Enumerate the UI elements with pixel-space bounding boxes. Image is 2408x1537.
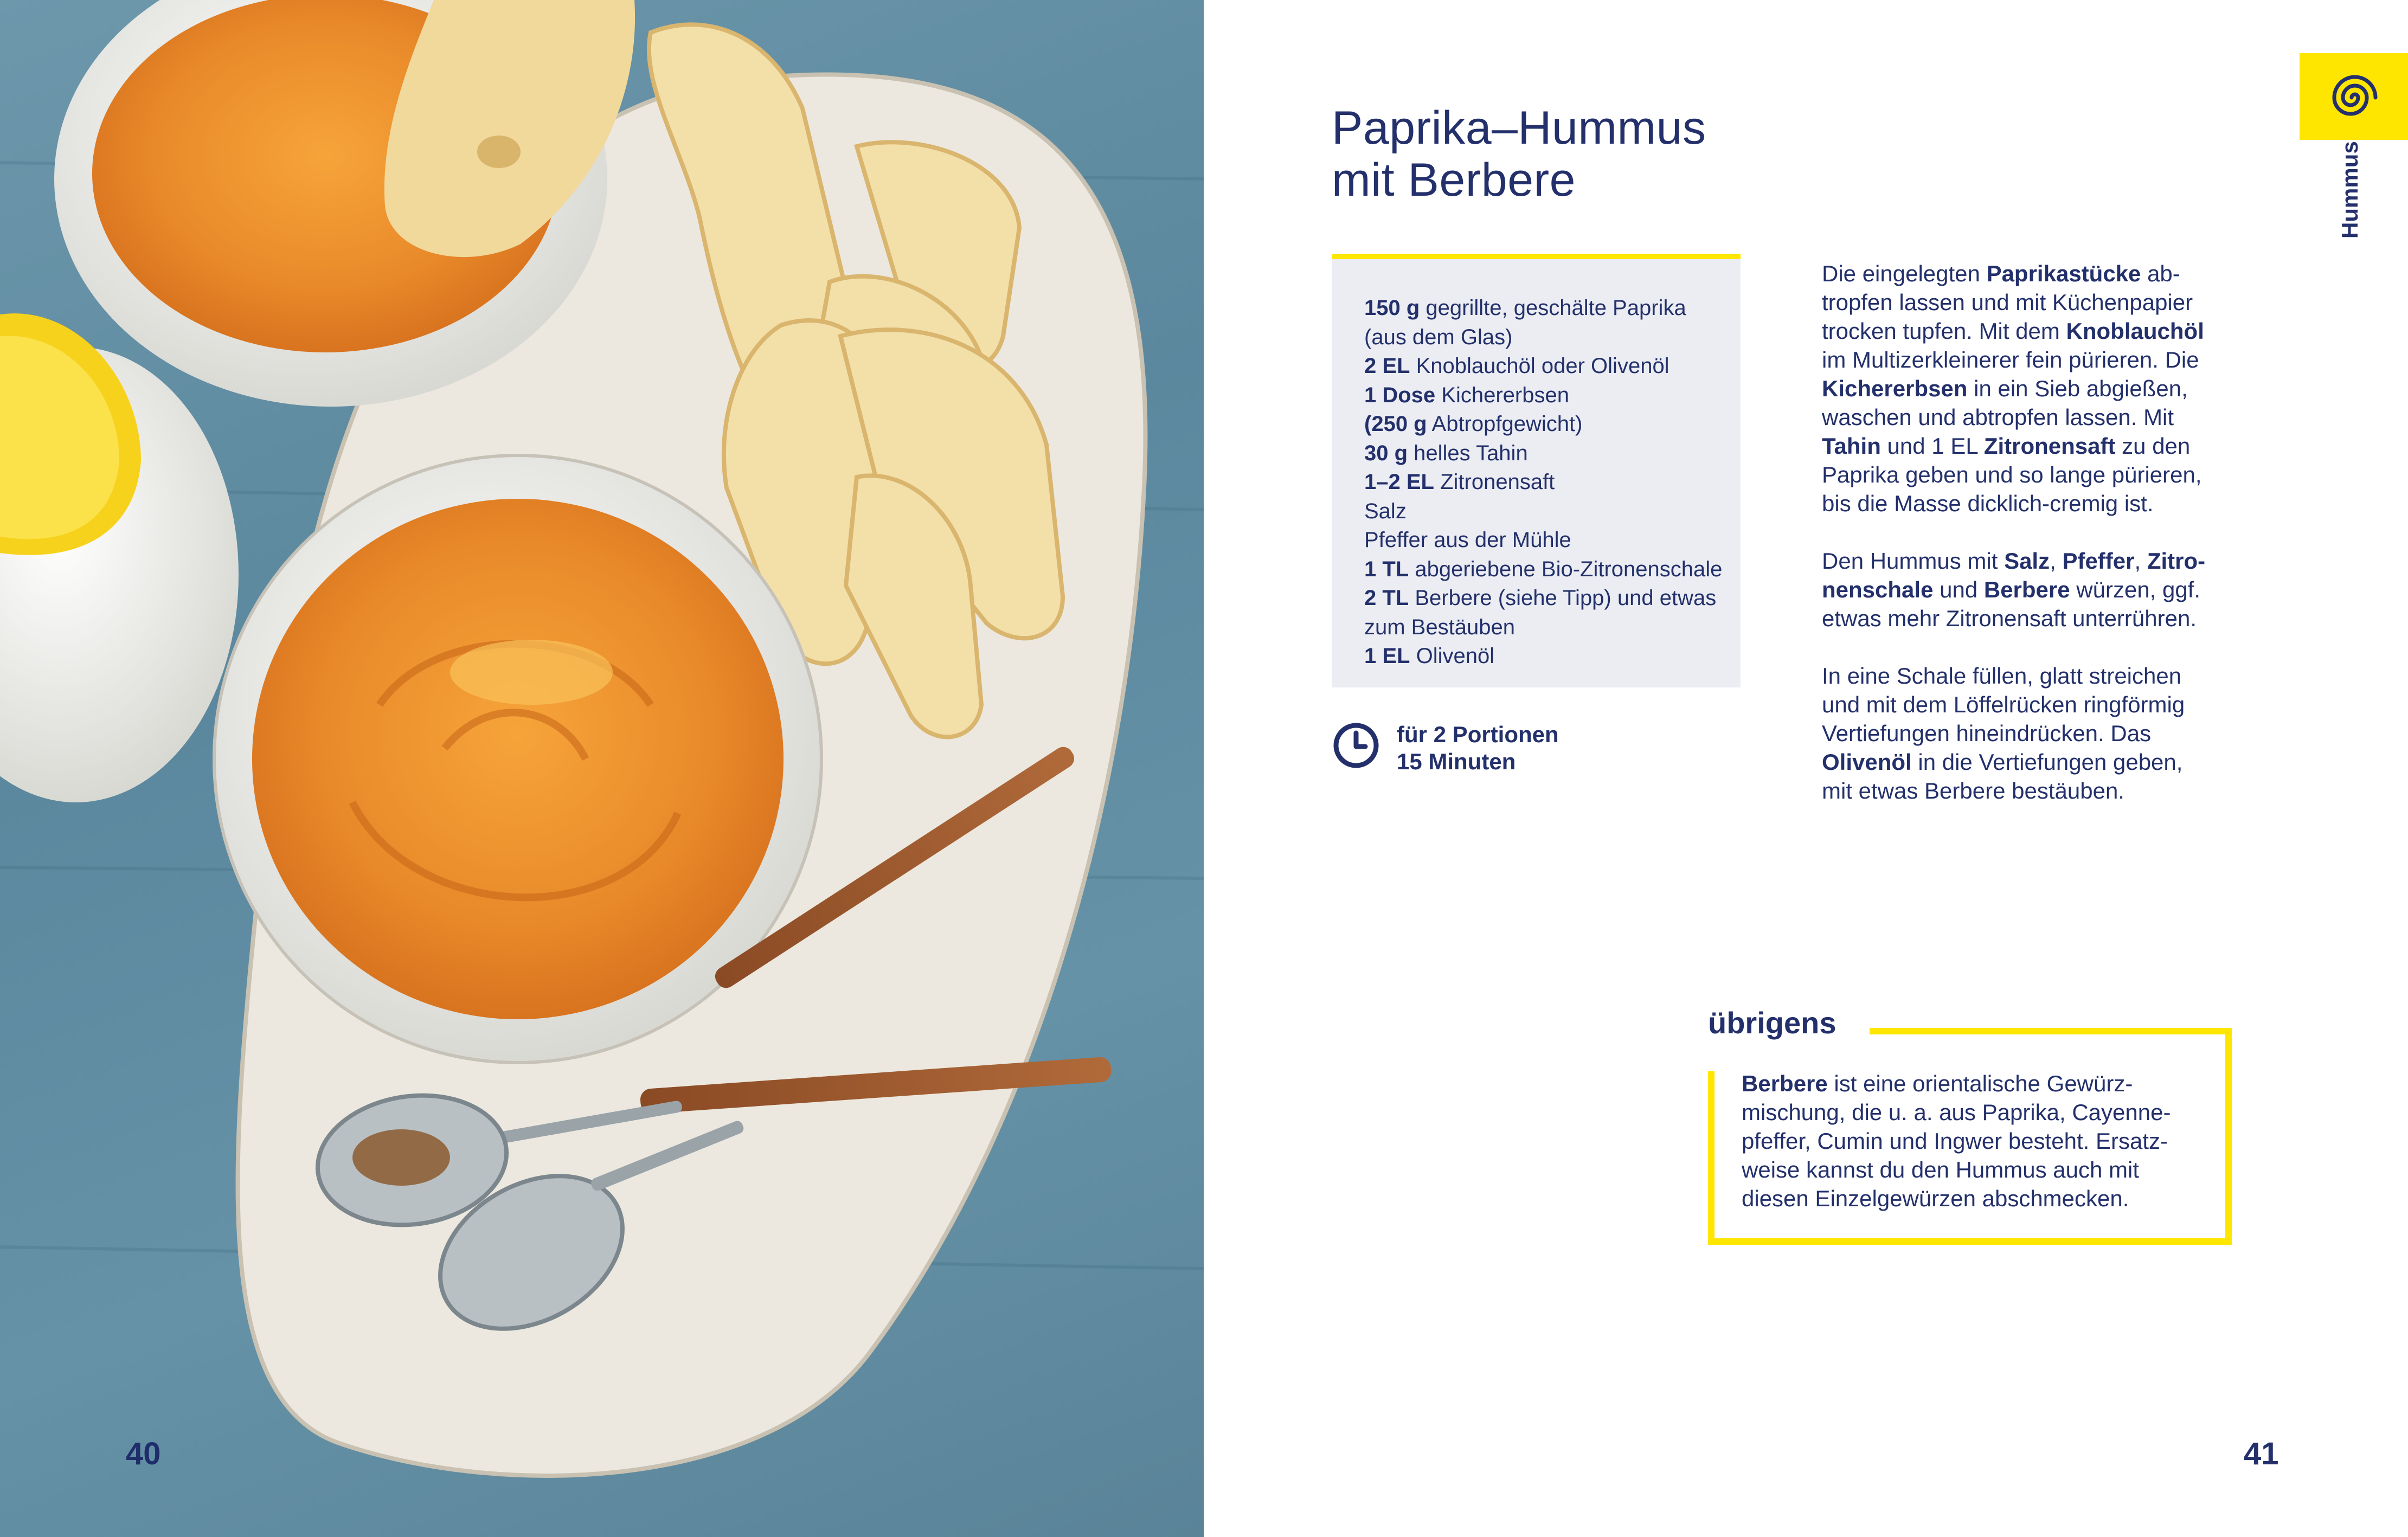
method-line: [1822, 403, 2256, 432]
bold-term: Tahin: [1822, 433, 1881, 459]
method-paragraph: [1822, 546, 2256, 633]
ingredient-text: Kichererbsen: [1435, 383, 1569, 407]
ingredient-text: abgeriebene Bio-Zitronenschale: [1409, 557, 1723, 581]
bold-term: Berbere: [1983, 577, 2070, 602]
ingredient-line: [1364, 526, 1719, 555]
text-run: würzen, ggf.: [2070, 577, 2201, 602]
method-line: [1822, 719, 2256, 748]
text-run: und mit dem Löffelrücken ringförmig: [1822, 692, 2185, 717]
tip-heading: übrigens: [1708, 1006, 1836, 1040]
bold-term: Berbere: [1742, 1071, 1828, 1096]
method-line: [1822, 575, 2256, 604]
text-run: weise kannst du den Hummus auch mit: [1742, 1157, 2140, 1182]
ingredient-line: [1364, 468, 1719, 497]
ingredient-amount: 1 EL: [1364, 644, 1410, 668]
ingredient-text: gegrillte, geschälte Paprika: [1420, 296, 1686, 320]
ingredient-text: zum Bestäuben: [1364, 615, 1515, 639]
ingredient-text: helles Tahin: [1408, 441, 1528, 465]
meta-text: [1397, 721, 1559, 775]
method-line: [1822, 374, 2256, 403]
ingredient-amount: 2 TL: [1364, 586, 1409, 610]
method-line: [1822, 432, 2256, 460]
text-run: diesen Einzelgewürzen abschmecken.: [1742, 1186, 2129, 1211]
text-run: Den Hummus mit: [1822, 548, 2005, 574]
text-run: pfeffer, Cumin und Ingwer besteht. Ersatz-: [1742, 1128, 2168, 1154]
tip-line: [1742, 1069, 2171, 1098]
chapter-label: Hummus: [2337, 141, 2362, 239]
tip-border-left: [1708, 1071, 1715, 1245]
recipe-title: [1332, 102, 1706, 206]
text-run: trocken tupfen. Mit dem: [1822, 318, 2066, 344]
tip-line: [1742, 1098, 2171, 1127]
text-run: ,: [2050, 548, 2063, 574]
ingredient-line: [1364, 294, 1719, 323]
ingredient-line: [1364, 410, 1719, 439]
ingredient-text: Zitronensaft: [1434, 470, 1555, 494]
method-paragraph: [1822, 259, 2256, 518]
bold-term: nenschale: [1822, 577, 1934, 602]
tip-line: [1742, 1155, 2171, 1184]
method-line: [1822, 748, 2256, 776]
ingredient-text: Knoblauchöl oder Olivenöl: [1410, 354, 1669, 378]
ingredient-text: (aus dem Glas): [1364, 325, 1513, 349]
bold-term: Zitronensaft: [1983, 433, 2116, 459]
bold-term: Kichererbsen: [1822, 376, 1968, 401]
method-line: [1822, 690, 2256, 719]
tip-line: [1742, 1184, 2171, 1213]
cooking-time: 15 Minuten: [1397, 749, 1516, 774]
page-number-right: 41: [2244, 1436, 2279, 1471]
method-line: [1822, 776, 2256, 805]
ingredient-text: Berbere (siehe Tipp) und etwas: [1409, 586, 1717, 610]
tip-box: [1708, 1028, 2232, 1245]
ingredient-line: [1364, 642, 1719, 671]
text-run: ,: [2134, 548, 2147, 574]
ingredient-line: [1364, 613, 1719, 642]
tip-text: [1742, 1069, 2171, 1213]
ingredient-text: Salz: [1364, 499, 1407, 523]
ingredient-line: [1364, 323, 1719, 352]
text-run: Paprika geben und so lange pürieren,: [1822, 462, 2202, 487]
ingredient-amount: (250 g: [1364, 412, 1427, 436]
bold-term: Paprikastücke: [1986, 261, 2141, 286]
chapter-tab: [2300, 53, 2408, 140]
tip-border-bottom: [1708, 1238, 2232, 1245]
method-line: [1822, 604, 2256, 633]
bold-term: Salz: [2004, 548, 2050, 574]
ingredient-line: [1364, 439, 1719, 468]
method-line: [1822, 489, 2256, 518]
tip-border-top: [1870, 1028, 2232, 1034]
title-line-2: mit Berbere: [1332, 154, 1576, 206]
ingredient-amount: 150 g: [1364, 296, 1420, 320]
tip-line: [1742, 1127, 2171, 1155]
method-steps: [1822, 259, 2256, 834]
method-line: [1822, 288, 2256, 317]
spiral-icon: [2322, 65, 2387, 130]
ingredient-amount: 1 Dose: [1364, 383, 1436, 407]
ingredient-line: [1364, 555, 1723, 584]
text-run: bis die Masse dicklich-cremig ist.: [1822, 491, 2154, 516]
title-line-1: Paprika–Hummus: [1332, 102, 1706, 154]
text-run: in ein Sieb abgießen,: [1967, 376, 2188, 401]
method-line: [1822, 259, 2256, 288]
text-run: waschen und abtropfen lassen. Mit: [1822, 404, 2174, 430]
ingredient-text: Abtropfgewicht): [1427, 412, 1583, 436]
text-run: Die eingelegten: [1822, 261, 1987, 286]
text-run: in die Vertiefungen geben,: [1911, 749, 2183, 775]
text-run: etwas mehr Zitronensaft unterrühren.: [1822, 606, 2197, 631]
ingredient-text: Pfeffer aus der Mühle: [1364, 528, 1571, 552]
method-line: [1822, 317, 2256, 345]
tip-border-right: [2225, 1028, 2232, 1245]
page-number-left: 40: [126, 1436, 161, 1471]
bold-term: Olivenöl: [1822, 749, 1912, 775]
method-line: [1822, 546, 2256, 575]
ingredient-line: [1364, 352, 1719, 381]
ingredient-line: [1364, 497, 1719, 526]
clock-icon: [1332, 721, 1380, 770]
text-run: zu den: [2115, 433, 2191, 459]
text-run: tropfen lassen und mit Küchenpapier: [1822, 290, 2193, 315]
text-run: ab-: [2141, 261, 2180, 286]
ingredients-box: [1332, 254, 1741, 687]
bold-term: Knoblauchöl: [2066, 318, 2204, 344]
bold-term: Zitro-: [2147, 548, 2206, 574]
portions: für 2 Portionen: [1397, 722, 1559, 747]
ingredient-amount: 1 TL: [1364, 557, 1409, 581]
method-line: [1822, 661, 2256, 690]
ingredient-text: Olivenöl: [1410, 644, 1495, 668]
method-line: [1822, 345, 2256, 374]
method-line: [1822, 460, 2256, 489]
text-run: mischung, die u. a. aus Paprika, Cayenne-: [1742, 1099, 2171, 1125]
ingredient-line: [1364, 584, 1719, 613]
ingredient-line: [1364, 381, 1719, 410]
text-run: Vertiefungen hineindrücken. Das: [1822, 721, 2152, 746]
method-paragraph: [1822, 661, 2256, 805]
text-run: In eine Schale füllen, glatt streichen: [1822, 663, 2182, 689]
ingredient-amount: 2 EL: [1364, 354, 1410, 378]
text-run: im Multizerkleinerer fein pürieren. Die: [1822, 347, 2199, 372]
text-run: mit etwas Berbere bestäuben.: [1822, 778, 2124, 803]
ingredient-amount: 1–2 EL: [1364, 470, 1434, 494]
ingredient-amount: 30 g: [1364, 441, 1408, 465]
text-run: und: [1933, 577, 1984, 602]
text-run: ist eine orientalische Gewürz-: [1827, 1071, 2133, 1096]
bold-term: Pfeffer: [2062, 548, 2135, 574]
text-run: und 1 EL: [1880, 433, 1984, 459]
